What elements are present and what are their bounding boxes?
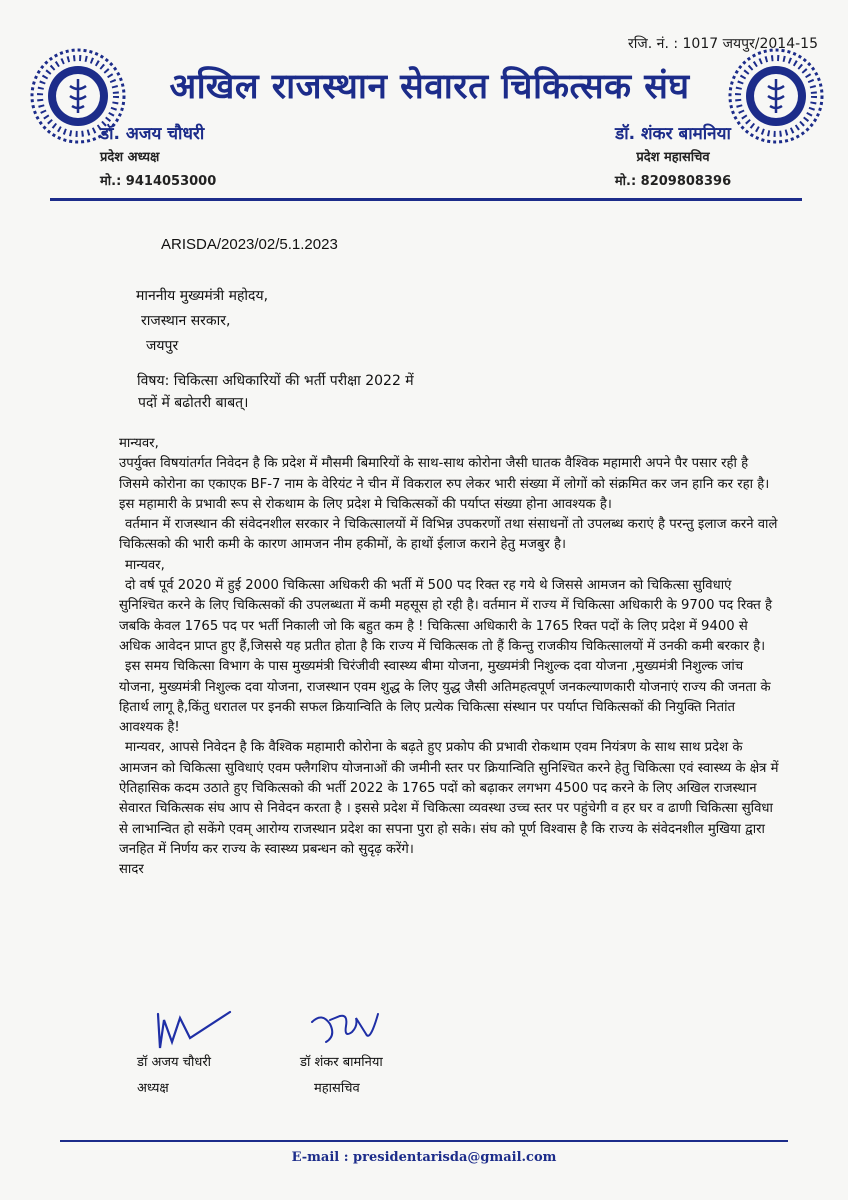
subject — [137, 370, 414, 414]
president-signature — [150, 1008, 240, 1054]
address-line: राजस्थान सरकार, — [141, 313, 231, 329]
footer-divider — [60, 1140, 788, 1142]
header-divider — [50, 198, 802, 201]
footer-email: E-mail : presidentarisda@gmail.com — [291, 1150, 557, 1165]
signatory-name: डॉ शंकर बामनिया — [300, 1055, 383, 1070]
letter-body — [119, 434, 779, 881]
signatory-role: अध्यक्ष — [137, 1081, 169, 1096]
subject-line: पदों में बढोतरी बाबत्। — [138, 395, 249, 411]
president-phone: मो.: 9414053000 — [100, 174, 217, 189]
paragraph: उपर्युक्त विषयांतर्गत निवेदन है कि प्रदेश में मौसमी बिमारियों के साथ-साथ कोरोना जैसी घातक वैश्विक महामारी अपने पैर पसार रही है जिसमे कोरोना का एकाएक BF-7 नाम के वेरियंट ने चीन में विकराल रुप लेकर भारी संख्या में लोगों को संक्रमित कर जन हानि कर रहा है। इस महामारी के प्रभावी रूप से रोकथाम के लिए प्रदेश मे चिकित्सकों की पर्याप्त संख्या होना आवश्यक है। — [119, 456, 770, 512]
secretary-block — [578, 122, 768, 194]
salutation: मान्यवर, — [119, 436, 159, 451]
paragraph: इस समय चिकित्सा विभाग के पास मुख्यमंत्री चिरंजीवी स्वास्थ्य बीमा योजना, मुख्यमंत्री निशुल्क दवा योजना ,मुख्यमंत्री निशुल्क जांच योजना, मुख्यमंत्री निशुल्क दवा योजना, राजस्थान एवम शुद्ध के लिए युद्ध जैसी अतिमहत्वपूर्ण जनकल्याणकारी योजनाएं राज्य की जनता के हितार्थ लागू है,किंतु धरातल पर इनकी सफल क्रियान्विति के लिए प्रत्येक चिकित्सा संस्थान पर पर्याप्त चिकित्सकों की नियुक्ति नितांत आवश्यक है! — [119, 659, 771, 736]
paragraph: वर्तमान में राजस्थान की संवेदनशील सरकार ने चिकित्सालयों में विभिन्न उपकरणों तथा संसाधनों तो उपलब्ध कराएं है परन्तु इलाज करने वाले चिकित्सको की भारी कमी के कारण आमजन नीम हकीमों, के हाथों ईलाज कराने हेतु मजबुर है। — [119, 517, 778, 553]
secretary-signature — [306, 1008, 386, 1054]
president-name: डॉ. अजय चौधरी — [100, 124, 205, 144]
president-designation: प्रदेश अध्यक्ष — [100, 150, 160, 165]
paragraph: मान्यवर, आपसे निवेदन है कि वैश्विक महामारी कोरोना के बढ़ते हुए प्रकोप की प्रभावी रोकथाम एवम नियंत्रण के साथ साथ प्रदेश के आमजन को चिकित्सा सुविधाएं एवम फ्लैगशिप योजनाओं की जमीनी स्तर पर क्रियान्विति सुनिश्चित करने हेतु चिकित्सा एवं स्वास्थ्य के क्षेत्र में ऐतिहासिक कदम उठाते हुए चिकित्सको की भर्ती 2022 के 1765 पदों को बढ़ाकर लगभग 4500 पद करने के लिए अखिल राजस्थान सेवारत चिकित्सक संघ आप से निवेदन करता है । इससे प्रदेश में चिकित्सा व्यवस्था उच्च स्तर पर पहुंचेगी व हर घर व ढाणी चिकित्सा सुविधा से लाभान्वित हो सकेंगे एवम् आरोग्य राजस्थान प्रदेश का सपना पुरा हो सके। संघ को पूर्ण विश्वास है कि राज्य के संवेदनशील मुखिया द्वारा जनहित में निर्णय कर राज्य के स्वास्थ्य प्रबन्धन को सुदृढ़ करेंगे। — [119, 740, 779, 857]
signatory-role: महासचिव — [314, 1081, 360, 1096]
president-signatory — [137, 1050, 211, 1102]
reference-number: ARISDA/2023/02/5.1.2023 — [161, 236, 338, 253]
registration-number: रजि. नं. : 1017 जयपुर/2014-15 — [628, 36, 818, 52]
paragraph: दो वर्ष पूर्व 2020 में हुई 2000 चिकित्सा अधिकरी की भर्ती में 500 पद रिक्त रह गये थे जिससे आमजन को चिकित्सा सुविधाएं सुनिश्चित करने के लिए चिकित्सकों की उपलब्धता में कमी महसूस हो रही है। वर्तमान में राज्य में चिकित्सा अधिकारी के 9700 पद रिक्त है जबकि केवल 1765 पद पर भर्ती निकाली जो कि बहुत कम है ! चिकित्सा अधिकारी के 1765 रिक्त पदों के लिए प्रदेश में 9400 से अधिक आवेदन प्राप्त हुए हैं,जिससे यह प्रतीत होता है कि राज्य में चिकित्सक तो हैं किन्तु राजकीय चिकित्सालयों में उनकी कमी बरकार है। — [119, 578, 773, 654]
organization-title: अखिल राजस्थान सेवारत चिकित्सक संघ — [169, 67, 690, 107]
secretary-phone: मो.: 8209808396 — [614, 174, 732, 189]
secretary-designation: प्रदेश महासचिव — [636, 150, 710, 165]
secretary-name: डॉ. शंकर बामनिया — [615, 124, 731, 144]
subject-line: विषय: चिकित्सा अधिकारियों की भर्ती परीक्षा 2022 में — [137, 373, 414, 389]
closing: सादर — [119, 862, 144, 878]
address-line: जयपुर — [146, 338, 179, 354]
secretary-signatory — [300, 1050, 383, 1102]
signatory-name: डॉ अजय चौधरी — [137, 1055, 212, 1070]
salutation: मान्यवर, — [125, 557, 165, 573]
address-line: माननीय मुख्यमंत्री महोदय, — [136, 288, 269, 304]
recipient-address — [136, 284, 268, 359]
president-block — [100, 122, 260, 194]
